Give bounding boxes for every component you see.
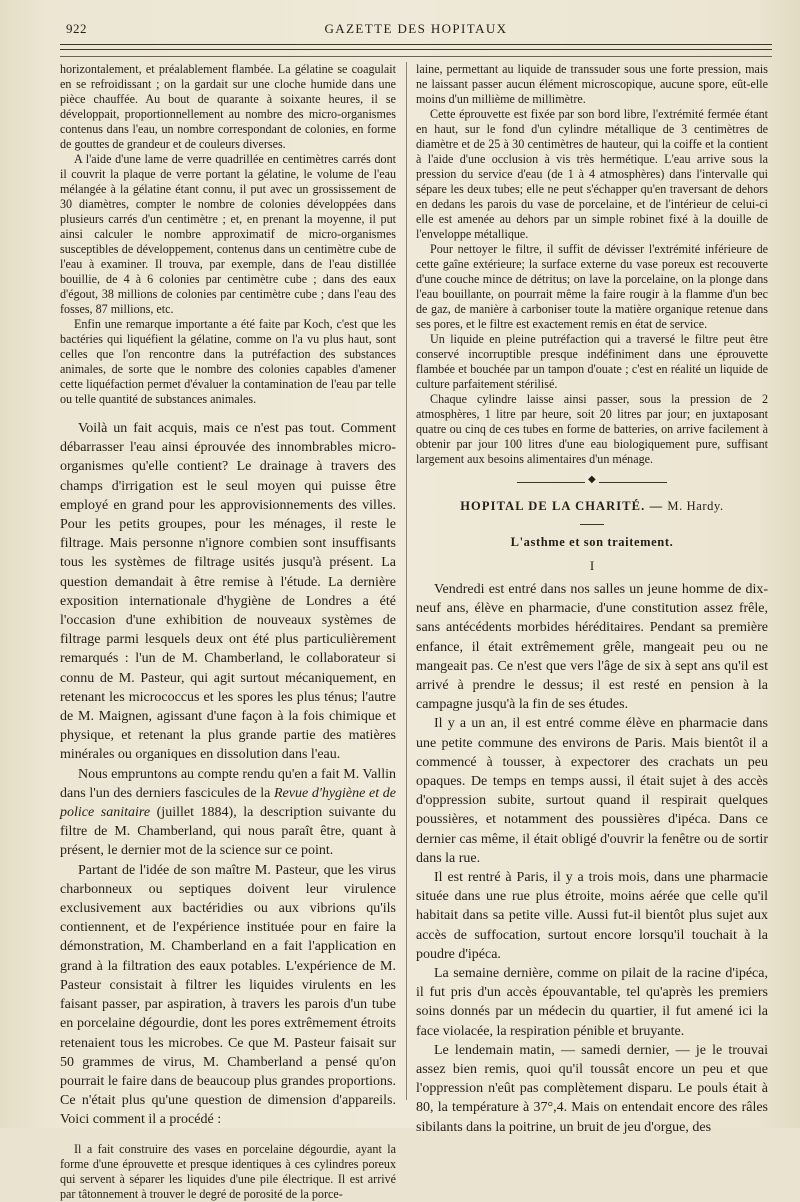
section-title-text: HOPITAL DE LA CHARITÉ. —	[460, 499, 664, 513]
running-title: GAZETTE DES HOPITAUX	[324, 21, 508, 36]
column-divider	[406, 62, 407, 1100]
paragraph: Il y a un an, il est entré comme élève en pharmacie dans une petite commune des environs de Paris. Mais bientôt il a commencé à tousser, à expectorer des crachats un peu opaques. De temps en temps aussi, il était sujet à des accès d'oppression subite, surtout quand il respirait quelques poussières, et notamment des poussières d'ipéca. Dans ce dernier cas même, il était obligé d'ouvrir la fenêtre ou de sortir dans la rue.	[416, 716, 768, 866]
paragraph: Partant de l'idée de son maître M. Pasteur, que les virus charbonneux ou septiques doivent leur virulence exclusivement aux bactéridies ou aux vibrions qu'ils contiennent, et de l'expérience instituée pour en faire la démonstration, M. Chamberland en a fait l'application en grand à la filtration des eaux potables. L'expérience de M. Pasteur consistait à filtrer les liquides virulents en les faisant passer, par aspiration, à travers les parois d'un tube en porcelaine dégourdie, dont les pores extrêmement étroits retenaient tous les microbes. Ce que M. Pasteur faisait sur 50 grammes de virus, M. Chamberland a pensé qu'on pourrait le faire dans de beaucoup plus grandes proportions. Ce n'était plus qu'une question de dimension d'appareils. Voici comment il a procédé :	[60, 862, 396, 1128]
paragraph: Le lendemain matin, — samedi dernier, — je le trouvai assez bien remis, quoi qu'il toussât encore un peu et que l'oppression n'eût pas complètement disparu. Le pouls était à 80, la température à 37°,4. Mais on entendait encore des râles sibilants dans la poitrine, un bruit de jeu d'orgue, des	[416, 1042, 768, 1135]
section-title	[416, 499, 768, 514]
right-column	[416, 62, 768, 1137]
page-number: 922	[66, 21, 87, 36]
paragraph: La semaine dernière, comme on pilait de la racine d'ipéca, il fut pris d'un accès épouvantable, tel qu'après les premiers soins donnés par un médecin du quartier, il fut amené ici la face violacée, la respiration pénible et bruyante.	[416, 966, 768, 1039]
paragraph: horizontalement, et préalablement flambée. La gélatine se coagulait en se refroidissant ; on la gardait sur une cloche humide dans une pièce chauffée. Au bout de quarante à soixante heures, il se développait, proportionnellement au nombre des micro-organismes contenus dans l'eau, un nombre correspondant de colonies, en forme de gouttes de grandeur et de couleurs diverses.	[60, 62, 396, 151]
header-rule	[60, 56, 772, 57]
paragraph: laine, permettant au liquide de transsuder sous une forte pression, mais ne laissant passer aucun élément microscopique, aucune spore, eût-elle moins d'un millième de millimètre.	[416, 62, 768, 106]
section-author: M. Hardy.	[667, 499, 724, 513]
paragraph: Enfin une remarque importante a été faite par Koch, c'est que les bactéries qui liquéfient la gélatine, comme on l'a vu plus haut, sont celles que l'on rencontre dans la putréfaction des substances animales, de sorte que le nombre des colonies capables d'amener cette liquéfaction permet d'évaluer la contamination de l'eau par telle ou telle quantité de substances animales.	[60, 317, 396, 406]
paragraph: Cette éprouvette est fixée par son bord libre, l'extrémité fermée étant en haut, sur le fond d'un cylindre métallique de 3 centimètres de diamètre et de 25 à 30 centimètres de hauteur, qui la coiffe et la contient à l'aide d'une occlusion à vis très hermétique. L'eau arrive sous la pression du service d'eau (de 1 à 4 atmosphères) dans l'intervalle qui sépare les deux tubes; elle ne peut s'échapper qu'en traversant de dehors en dedans les parois du vase de porcelaine, et de l'intérieur de celui-ci elle est amenée au dehors par un simple robinet fixé à la douille de l'enveloppe métallique.	[416, 107, 768, 241]
paragraph: Un liquide en pleine putréfaction qui a traversé le filtre peut être conservé incorruptible presque indéfiniment dans une éprouvette flambée et bouchée par un tampon d'ouate ; c'est en réalité un liquide de culture parfaitement stérilisé.	[416, 332, 768, 391]
paragraph: Voilà un fait acquis, mais ce n'est pas tout. Comment débarrasser l'eau ainsi éprouvée des innombrables micro-organismes qu'elle contient? Le drainage à travers des champs d'irrigation est le seul moyen qui puisse être employé en grand pour les approvisionnements des villes. Pour les petits groupes, pour les ménages, il reste le filtrage. Mais personne n'ignore combien sont insuffisants tous les systèmes de filtrage usités jusqu'à présent. La question demandait à être remise à l'étude. La dernière exposition internationale d'hygiène de Londres a été l'occasion d'une exhibition de nouveaux systèmes de filtrage parmi lesquels deux ont été plus particulièrement remarqués : l'un de M. Chamberland, le collaborateur si connu de M. Pasteur, qui agit surtout mécaniquement, en retenant les micrococcus et les spores les plus ténus; l'autre de M. Maignen, agissant d'une façon à la fois chimique et physique, et retenant la plus grande partie des matières minérales ou organiques en dissolution dans l'eau.	[60, 421, 396, 763]
paragraph: Chaque cylindre laisse ainsi passer, sous la pression de 2 atmosphères, 1 litre par heure, soit 20 litres par jour; en juxtaposant quatre ou cinq de ces tubes en forme de batteries, on arrive facilement à obtenir par jour 100 litres d'une eau biologiquement pure, suffisant largement aux besoins alimentaires d'un ménage.	[416, 392, 768, 466]
header-double-rule	[60, 44, 772, 50]
ornament-separator: ◆	[517, 479, 667, 485]
journal-title: Revue d'hygiène et de police sanitaire	[60, 785, 396, 821]
paragraph-text: Nous empruntons au compte rendu qu'en a fait M. Vallin dans l'un des derniers fascicules de la	[60, 766, 396, 801]
paragraph: A l'aide d'une lame de verre quadrillée en centimètres carrés dont il couvrit la plaque de verre portant la gélatine, le volume de l'eau mélangée à la gélatine étant connu, il put avec un grossissement de 30 diamètres, compter le nombre de colonies développées dans plusieurs carrés d'un centimètre ; et, en prenant la moyenne, il put ainsi calculer le nombre approximatif de micro-organismes susceptibles de développement, contenus dans un centimètre cube de l'eau à examiner. Il trouva, par exemple, dans de l'eau distillée bouillie, de 4 à 6 colonies par centimètre cube ; dans des eaux d'égout, 38 millions de colonies par centimètre cube ; dans l'eau des fosses, 87 millions, etc.	[60, 152, 396, 316]
section-number: I	[589, 558, 595, 573]
paragraph: Il est rentré à Paris, il y a trois mois, dans une pharmacie située dans une rue plus étroite, moins aérée que celle qu'il habitait dans sa petite ville. Aussi fut-il bientôt plus sujet aux accès de suffocation, surtout encore lorsqu'il touchait à la poudre d'ipéca.	[416, 870, 768, 962]
short-rule	[580, 524, 604, 525]
paragraph: Il a fait construire des vases en porcelaine dégourdie, ayant la forme d'une éprouvette et presque identiques à ces cylindres poreux qui servent à séparer les liquides d'une pile électrique. Il est arrivé par tâtonnement à trouver le degré de porosité de la porce-	[60, 1141, 396, 1201]
article-subtitle: L'asthme et son traitement.	[510, 535, 674, 549]
paragraph-text: (juillet 1884), la description suivante du filtre de M. Chamberland, qui nous paraît être, quant à présent, le dernier mot de la science sur ce point.	[60, 805, 397, 859]
page-header	[58, 18, 774, 40]
paragraph: Vendredi est entré dans nos salles un jeune homme de dix-neuf ans, élève en pharmacie, d'une constitution assez frêle, sans antécédents morbides héréditaires. Pendant sa première enfance, il était extrêmement grêle, mangeait peu ou ne mangeait pas. Ce n'est que vers l'âge de six à sept ans qu'il est arrivé à prendre le dessus; il est resté en pension à la campagne jusqu'à la fin de ses études.	[416, 582, 768, 713]
paragraph	[60, 765, 396, 861]
paragraph: Pour nettoyer le filtre, il suffit de dévisser l'extrémité inférieure de cette gaîne extérieure; la surface externe du vase poreux est recouverte d'une couche mince de détritus; on lave la porcelaine, on la plonge dans l'eau bouillante, on pourrait même la faire rougir à la flamme d'un bec de gaz, de manière à carboniser toute la matière organique retenue dans ses pores, et le filtre est exactement remis en état de service.	[416, 242, 768, 331]
left-column	[60, 62, 396, 1202]
